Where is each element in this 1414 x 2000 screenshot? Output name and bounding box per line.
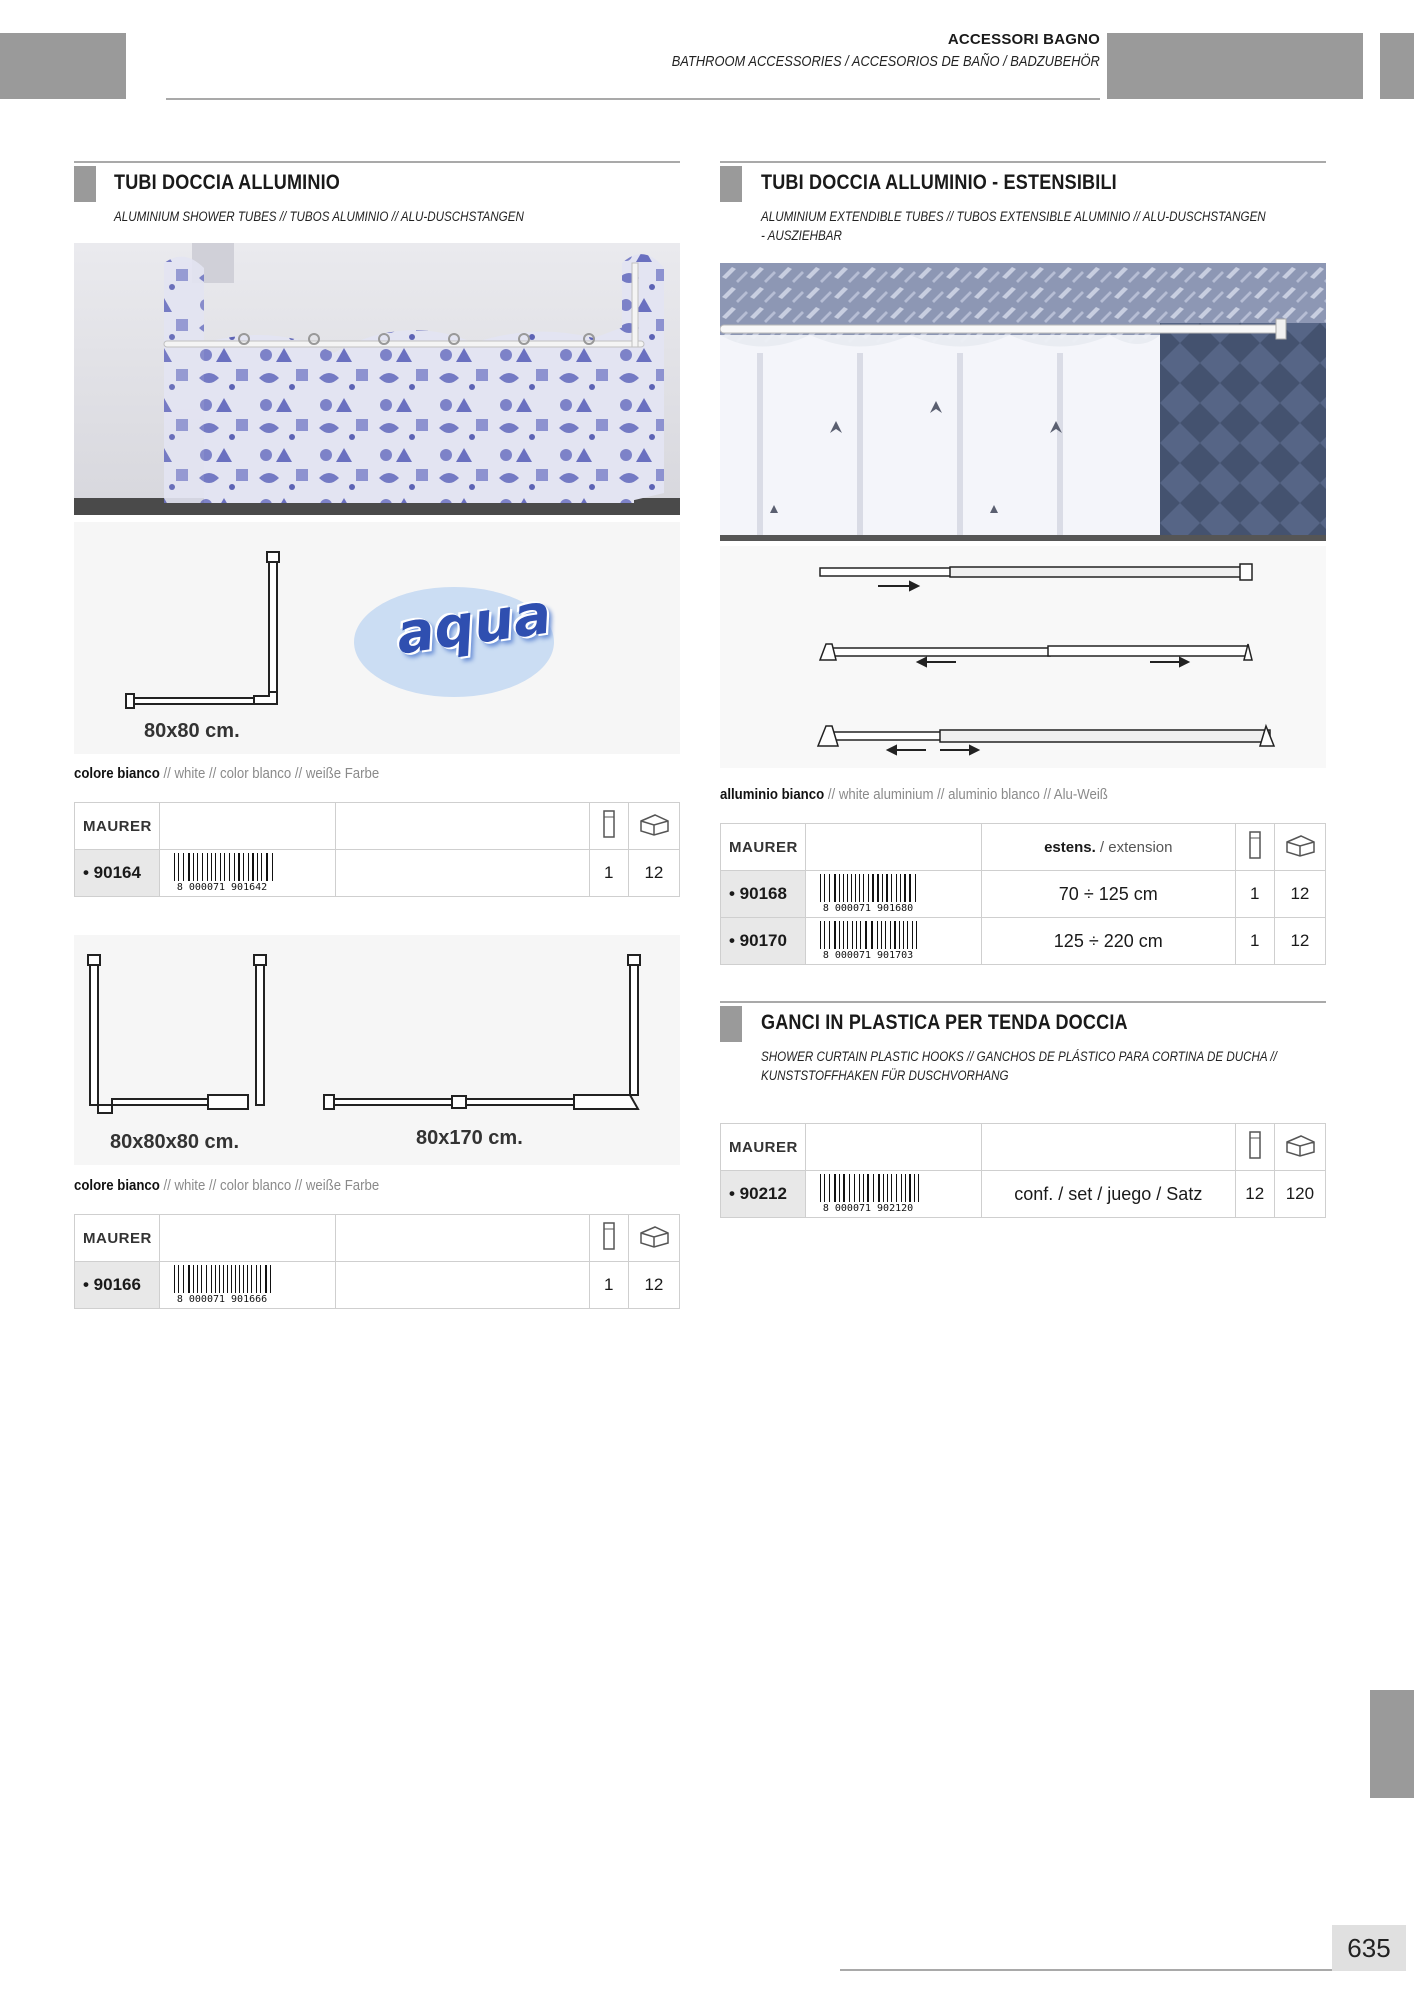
barcode-bar: [235, 1265, 236, 1293]
barcode-bar: [909, 1174, 911, 1202]
barcode-bar: [193, 853, 194, 881]
barcode-bar: [855, 874, 856, 902]
barcode-bar: [878, 1174, 880, 1202]
barcode-bar: [877, 921, 878, 949]
page-number: 635: [1347, 1933, 1391, 1963]
barcode-bar: [843, 1174, 845, 1202]
box-package-icon: [1274, 824, 1325, 871]
barcode-bar: [211, 1265, 212, 1293]
barcode-bar: [859, 874, 860, 902]
barcode-bar: [872, 874, 874, 902]
barcode-graphic: [806, 872, 930, 912]
barcode: [806, 918, 982, 965]
barcode-bar: [881, 921, 882, 949]
product-table-90166: [74, 1214, 680, 1309]
barcode-bar: [197, 853, 198, 881]
extension-header: estens. / extension: [981, 824, 1235, 871]
qty-box: 12: [1274, 871, 1325, 918]
barcode-bar: [896, 874, 897, 902]
barcode-bar: [219, 1265, 220, 1293]
barcode-bar: [885, 921, 886, 949]
extendible-tube-photo: [720, 263, 1326, 541]
barcode-bar: [178, 853, 179, 881]
barcode-bar: [851, 874, 852, 902]
barcode-bar: [868, 874, 869, 902]
section-title: TUBI DOCCIA ALLUMINIO - ESTENSIBILI: [761, 171, 1117, 194]
color-label: colore bianco // white // color blanco // weiße Farbe: [74, 765, 380, 782]
section-marker: [720, 166, 742, 202]
barcode-bar: [178, 1265, 179, 1293]
barcode-bar: [839, 921, 840, 949]
color-label: colore bianco // white // color blanco // weiße Farbe: [74, 1177, 380, 1194]
barcode-bar: [229, 853, 230, 881]
qty-single: 1: [1235, 918, 1274, 965]
barcode-bar: [820, 921, 821, 949]
barcode-bar: [193, 1265, 194, 1293]
box-package-icon: [628, 803, 679, 850]
barcode-bar: [918, 1174, 919, 1202]
maurer-logo: MAURER: [729, 1139, 798, 1156]
l-shape-size-label: 80x80 cm.: [144, 720, 240, 742]
barcode-bar: [863, 1174, 864, 1202]
barcode-bar: [859, 1174, 860, 1202]
barcode-graphic: [160, 851, 284, 891]
barcode-bar: [905, 1174, 906, 1202]
barcode-graphic: [806, 1172, 930, 1212]
barcode: [160, 1262, 336, 1309]
barcode-bar: [252, 853, 254, 881]
product-code: • 90212: [721, 1171, 806, 1218]
barcode-bar: [248, 853, 249, 881]
barcode-bar: [227, 1265, 228, 1293]
u-shape-size-label: 80x80x80 cm.: [110, 1131, 240, 1153]
barcode-bar: [894, 921, 896, 949]
u-shape-tube-diagram: [74, 935, 680, 1165]
section-rule: [74, 161, 680, 163]
barcode-bar: [260, 1265, 261, 1293]
product-code: • 90164: [75, 850, 160, 897]
page-category-subtitle: BATHROOM ACCESSORIES / ACCESORIOS DE BAÑO / BADZUBEHÖR: [671, 53, 1100, 70]
product-table-90212: [720, 1123, 1326, 1218]
maurer-logo: MAURER: [83, 818, 152, 835]
barcode-bar: [847, 921, 848, 949]
barcode-bar: [188, 853, 190, 881]
barcode-bar: [251, 1265, 252, 1293]
maurer-logo: MAURER: [729, 839, 798, 856]
product-table-90164: [74, 802, 680, 897]
barcode-bar: [224, 853, 225, 881]
product-table-extendible: [720, 823, 1326, 965]
qty-single: 1: [589, 850, 628, 897]
qty-box: 12: [628, 1262, 679, 1309]
barcode: [160, 850, 336, 897]
barcode-bar: [890, 921, 891, 949]
brand-cell: [721, 1124, 806, 1171]
brand-cell: [75, 803, 160, 850]
barcode-bar: [843, 874, 844, 902]
barcode-bar: [183, 853, 184, 881]
barcode-bar: [891, 874, 892, 902]
section-rule: [720, 161, 1326, 163]
barcode-bar: [239, 1265, 240, 1293]
barcode-bar: [916, 921, 917, 949]
footer-rule: [840, 1969, 1340, 1971]
barcode-bar: [834, 921, 836, 949]
barcode-bar: [202, 853, 203, 881]
barcode-bar: [829, 874, 830, 902]
barcode-bar: [852, 921, 853, 949]
barcode-bar: [215, 1265, 216, 1293]
section-subtitle: SHOWER CURTAIN PLASTIC HOOKS // GANCHOS DE PLÁSTICO PARA CORTINA DE DUCHA // KUNSTSTOFFHAKEN FÜR DUSCHVORHANG: [761, 1049, 1277, 1083]
barcode-bar: [824, 874, 825, 902]
brand-cell: [75, 1215, 160, 1262]
corner-bar-right: [1107, 33, 1363, 99]
corner-bar-left: [0, 33, 126, 99]
barcode-bar: [824, 921, 825, 949]
barcode-bar: [873, 1174, 874, 1202]
section-title: TUBI DOCCIA ALLUMINIO: [114, 171, 341, 194]
barcode-bar: [197, 1265, 198, 1293]
side-tab: [1370, 1690, 1414, 1798]
product-code: • 90168: [721, 871, 806, 918]
barcode-bar: [904, 874, 906, 902]
barcode-bar: [265, 1265, 267, 1293]
barcode-bar: [896, 1174, 897, 1202]
barcode-bar: [867, 1174, 869, 1202]
aqua-logo: aqua: [392, 581, 556, 668]
section-marker: [74, 166, 96, 202]
single-unit-icon: [589, 1215, 628, 1262]
barcode-bar: [883, 1174, 884, 1202]
barcode-bar: [272, 853, 273, 881]
barcode-bar: [839, 1174, 840, 1202]
barcode-bar: [215, 853, 216, 881]
qty-box: 12: [628, 850, 679, 897]
box-package-icon: [628, 1215, 679, 1262]
barcode-bar: [207, 853, 208, 881]
barcode-bar: [231, 1265, 232, 1293]
qty-single: 1: [1235, 871, 1274, 918]
box-package-icon: [1274, 1124, 1325, 1171]
product-code: • 90170: [721, 918, 806, 965]
corner-size-label: 80x170 cm.: [416, 1127, 523, 1149]
barcode-bar: [174, 1265, 175, 1293]
barcode-bar: [912, 921, 913, 949]
section-subtitle: ALUMINIUM SHOWER TUBES // TUBOS ALUMINIO // ALU-DUSCHSTANGEN: [114, 209, 524, 224]
qty-single: 1: [589, 1262, 628, 1309]
barcode-bar: [899, 921, 900, 949]
barcode-bar: [243, 1265, 244, 1293]
single-unit-icon: [1235, 824, 1274, 871]
barcode-bar: [820, 874, 821, 902]
barcode-bar: [820, 1174, 821, 1202]
barcode-bar: [256, 1265, 257, 1293]
barcode-bar: [174, 853, 175, 881]
barcode-bar: [914, 1174, 915, 1202]
pack-description: conf. / set / juego / Satz: [981, 1171, 1235, 1218]
barcode-bar: [206, 1265, 207, 1293]
corner-curtain-photo: [74, 243, 680, 515]
extension-range: 125 ÷ 220 cm: [981, 918, 1235, 965]
qty-box: 120: [1274, 1171, 1325, 1218]
barcode-bar: [183, 1265, 184, 1293]
page-category-title: ACCESSORI BAGNO: [947, 31, 1100, 48]
barcode-bar: [247, 1265, 248, 1293]
barcode-bar: [909, 874, 911, 902]
barcode-bar: [211, 853, 212, 881]
l-shape-tube-diagram: [74, 522, 680, 754]
barcode-bar: [856, 921, 857, 949]
barcode-bar: [886, 874, 888, 902]
single-unit-icon: [589, 803, 628, 850]
barcode-bar: [261, 853, 262, 881]
section-rule: [720, 1001, 1326, 1003]
barcode-bar: [900, 874, 901, 902]
barcode-bar: [829, 1174, 830, 1202]
barcode-bar: [847, 874, 848, 902]
barcode-bar: [234, 853, 235, 881]
barcode-graphic: [806, 919, 930, 959]
barcode-number: 8 000071 901680: [823, 902, 914, 912]
barcode-bar: [829, 921, 830, 949]
barcode-bar: [860, 921, 861, 949]
barcode-graphic: [160, 1263, 284, 1303]
section-title: GANCI IN PLASTICA PER TENDA DOCCIA: [761, 1011, 1128, 1034]
qty-box: 12: [1274, 918, 1325, 965]
barcode-bar: [854, 1174, 855, 1202]
barcode: [806, 871, 982, 918]
section-marker: [720, 1006, 742, 1042]
single-unit-icon: [1235, 1124, 1274, 1171]
product-code: • 90166: [75, 1262, 160, 1309]
barcode-bar: [188, 1265, 190, 1293]
barcode-bar: [901, 1174, 902, 1202]
extension-range: 70 ÷ 125 cm: [981, 871, 1235, 918]
barcode-bar: [839, 874, 840, 902]
corner-bar-edge: [1380, 33, 1414, 99]
header-rule: [166, 98, 1100, 100]
barcode-bar: [877, 874, 879, 902]
barcode-bar: [201, 1265, 202, 1293]
barcode-bar: [871, 921, 873, 949]
barcode-bar: [243, 853, 244, 881]
section-subtitle: ALUMINIUM EXTENDIBLE TUBES // TUBOS EXTENSIBLE ALUMINIO // ALU-DUSCHSTANGEN - AUSZIEHBAR: [761, 209, 1266, 243]
barcode-bar: [824, 1174, 825, 1202]
extension-diagram: [720, 546, 1326, 768]
barcode-bar: [903, 921, 904, 949]
page-number-box: [1332, 1925, 1406, 1971]
maurer-logo: MAURER: [83, 1230, 152, 1247]
barcode-bar: [882, 874, 883, 902]
barcode: [806, 1171, 982, 1218]
barcode-bar: [223, 1265, 224, 1293]
barcode-number: 8 000071 901703: [823, 949, 914, 959]
barcode-bar: [849, 1174, 850, 1202]
barcode-bar: [915, 874, 916, 902]
qty-single: 12: [1235, 1171, 1274, 1218]
barcode-bar: [257, 853, 258, 881]
barcode-bar: [865, 921, 867, 949]
barcode-bar: [843, 921, 844, 949]
barcode-number: 8 000071 901642: [177, 881, 268, 891]
barcode-bar: [266, 853, 268, 881]
barcode-number: 8 000071 902120: [823, 1202, 914, 1212]
barcode-bar: [220, 853, 221, 881]
brand-cell: [721, 824, 806, 871]
barcode-bar: [887, 1174, 888, 1202]
barcode-bar: [863, 874, 864, 902]
barcode-bar: [238, 853, 240, 881]
barcode-bar: [891, 1174, 892, 1202]
barcode-bar: [270, 1265, 271, 1293]
barcode-bar: [907, 921, 908, 949]
color-label: alluminio bianco // white aluminium // aluminio blanco // Alu-Weiß: [720, 786, 1108, 803]
barcode-bar: [834, 874, 836, 902]
barcode-bar: [834, 1174, 836, 1202]
barcode-number: 8 000071 901666: [177, 1293, 268, 1303]
